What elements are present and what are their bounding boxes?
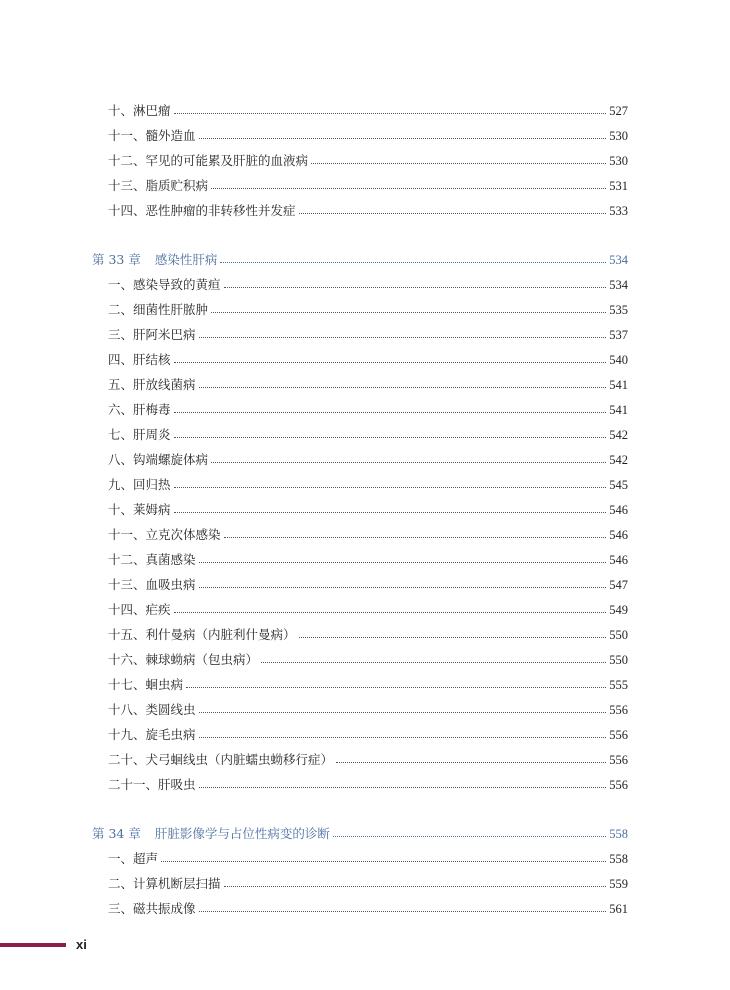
toc-entry[interactable] xyxy=(108,425,628,445)
entry-title: 十四、恶性肿瘤的非转移性并发症 xyxy=(108,203,296,218)
dot-leader xyxy=(224,286,607,288)
entry-page: 549 xyxy=(609,603,628,617)
dot-leader xyxy=(311,162,606,164)
entry-title: 十五、利什曼病（内脏利什曼病） xyxy=(108,627,296,642)
entry-page: 561 xyxy=(609,902,628,916)
entry-title: 二、细菌性肝脓肿 xyxy=(108,302,209,317)
chapter-title: 感染性肝病 xyxy=(154,252,218,267)
toc-entry[interactable] xyxy=(108,899,628,919)
toc-entry[interactable] xyxy=(108,550,628,570)
dot-leader xyxy=(199,386,607,388)
entry-page: 556 xyxy=(609,778,628,792)
toc-entry[interactable] xyxy=(108,300,628,320)
entry-title: 十二、罕见的可能累及肝脏的血液病 xyxy=(108,153,309,168)
dot-leader xyxy=(199,137,607,139)
chapter-number: 第 34 章 xyxy=(92,826,141,841)
dot-leader xyxy=(199,711,607,713)
entry-page: 530 xyxy=(609,129,628,143)
entry-page: 546 xyxy=(609,528,628,542)
dot-leader xyxy=(224,536,607,538)
entry-page: 542 xyxy=(609,453,628,467)
toc-entry[interactable] xyxy=(108,350,628,370)
entry-title: 十二、真菌感染 xyxy=(108,552,196,567)
toc-entry[interactable] xyxy=(108,475,628,495)
entry-title: 十七、蛔虫病 xyxy=(108,677,184,692)
entry-title: 十一、立克次体感染 xyxy=(108,527,221,542)
entry-title: 六、肝梅毒 xyxy=(108,402,171,417)
dot-leader xyxy=(211,311,606,313)
entry-title: 二十一、肝吸虫 xyxy=(108,777,196,792)
toc-entry[interactable] xyxy=(108,775,628,795)
chapter-page: 534 xyxy=(609,253,628,267)
dot-leader xyxy=(174,486,607,488)
toc-entry[interactable] xyxy=(108,375,628,395)
toc-entry[interactable] xyxy=(108,849,628,869)
chapter-page: 558 xyxy=(609,827,628,841)
entry-title: 十三、血吸虫病 xyxy=(108,577,196,592)
dot-leader xyxy=(261,661,606,663)
entry-title: 八、钩端螺旋体病 xyxy=(108,452,209,467)
chapter-heading[interactable] xyxy=(92,250,628,270)
dot-leader xyxy=(199,736,607,738)
entry-page: 533 xyxy=(609,204,628,218)
entry-page: 550 xyxy=(609,653,628,667)
dot-leader xyxy=(199,561,607,563)
entry-title: 五、肝放线菌病 xyxy=(108,377,196,392)
dot-leader xyxy=(174,411,607,413)
toc-entry[interactable] xyxy=(108,525,628,545)
dot-leader xyxy=(174,361,607,363)
dot-leader xyxy=(174,611,607,613)
toc-entry[interactable] xyxy=(108,700,628,720)
entry-page: 534 xyxy=(609,278,628,292)
toc-entry[interactable] xyxy=(108,450,628,470)
dot-leader xyxy=(211,187,606,189)
entry-page: 559 xyxy=(609,877,628,891)
chapter-title: 肝脏影像学与占位性病变的诊断 xyxy=(154,826,330,841)
toc-entry[interactable] xyxy=(108,575,628,595)
entry-page: 537 xyxy=(609,328,628,342)
entry-page: 531 xyxy=(609,179,628,193)
toc-entry[interactable] xyxy=(108,151,628,171)
dot-leader xyxy=(333,835,606,837)
dot-leader xyxy=(220,261,606,263)
entry-title: 一、超声 xyxy=(108,851,159,866)
entry-page: 527 xyxy=(609,104,628,118)
entry-title: 三、磁共振成像 xyxy=(108,901,196,916)
dot-leader xyxy=(299,636,607,638)
entry-page: 542 xyxy=(609,428,628,442)
entry-page: 535 xyxy=(609,303,628,317)
dot-leader xyxy=(174,511,607,513)
entry-page: 556 xyxy=(609,753,628,767)
toc-entry[interactable] xyxy=(108,750,628,770)
entry-page: 547 xyxy=(609,578,628,592)
dot-leader xyxy=(186,686,606,688)
entry-title: 一、感染导致的黄疸 xyxy=(108,277,221,292)
dot-leader xyxy=(299,212,607,214)
dot-leader xyxy=(199,786,607,788)
entry-title: 二十、犬弓蛔线虫（内脏蠕虫蚴移行症） xyxy=(108,752,334,767)
toc-entry[interactable] xyxy=(108,625,628,645)
dot-leader xyxy=(211,461,606,463)
dot-leader xyxy=(161,860,606,862)
toc-entry[interactable] xyxy=(108,325,628,345)
entry-title: 十三、脂质贮积病 xyxy=(108,178,209,193)
entry-page: 546 xyxy=(609,503,628,517)
toc-entry[interactable] xyxy=(108,500,628,520)
entry-page: 556 xyxy=(609,703,628,717)
entry-title: 十九、旋毛虫病 xyxy=(108,727,196,742)
entry-page: 540 xyxy=(609,353,628,367)
toc-entry[interactable] xyxy=(108,725,628,745)
entry-title: 十一、髓外造血 xyxy=(108,128,196,143)
toc-entry[interactable] xyxy=(108,874,628,894)
footer-accent-bar xyxy=(0,943,66,947)
dot-leader xyxy=(199,336,607,338)
toc-entry[interactable] xyxy=(108,650,628,670)
entry-title: 七、肝周炎 xyxy=(108,427,171,442)
entry-title: 二、计算机断层扫描 xyxy=(108,876,221,891)
dot-leader xyxy=(174,112,607,114)
entry-title: 三、肝阿米巴病 xyxy=(108,327,196,342)
toc-entry[interactable] xyxy=(108,675,628,695)
entry-page: 550 xyxy=(609,628,628,642)
entry-title: 十、莱姆病 xyxy=(108,502,171,517)
toc-entry[interactable] xyxy=(108,126,628,146)
entry-page: 545 xyxy=(609,478,628,492)
dot-leader xyxy=(199,586,607,588)
entry-title: 四、肝结核 xyxy=(108,352,171,367)
page-number: xi xyxy=(76,937,87,952)
dot-leader xyxy=(336,761,606,763)
entry-title: 十、淋巴瘤 xyxy=(108,103,171,118)
entry-page: 541 xyxy=(609,403,628,417)
entry-page: 541 xyxy=(609,378,628,392)
toc-entry[interactable] xyxy=(108,101,628,121)
toc-entry[interactable] xyxy=(108,400,628,420)
entry-page: 555 xyxy=(609,678,628,692)
entry-title: 十四、疟疾 xyxy=(108,602,171,617)
entry-title: 十六、棘球蚴病（包虫病） xyxy=(108,652,259,667)
toc-entry[interactable] xyxy=(108,275,628,295)
toc-entry[interactable] xyxy=(108,176,628,196)
entry-title: 十八、类圆线虫 xyxy=(108,702,196,717)
entry-title: 九、回归热 xyxy=(108,477,171,492)
dot-leader xyxy=(199,910,607,912)
toc-entry[interactable] xyxy=(108,600,628,620)
chapter-heading[interactable] xyxy=(92,824,628,844)
entry-page: 556 xyxy=(609,728,628,742)
chapter-number: 第 33 章 xyxy=(92,252,141,267)
dot-leader xyxy=(174,436,607,438)
entry-page: 558 xyxy=(609,852,628,866)
dot-leader xyxy=(224,885,607,887)
toc-entry[interactable] xyxy=(108,201,628,221)
entry-page: 546 xyxy=(609,553,628,567)
entry-page: 530 xyxy=(609,154,628,168)
